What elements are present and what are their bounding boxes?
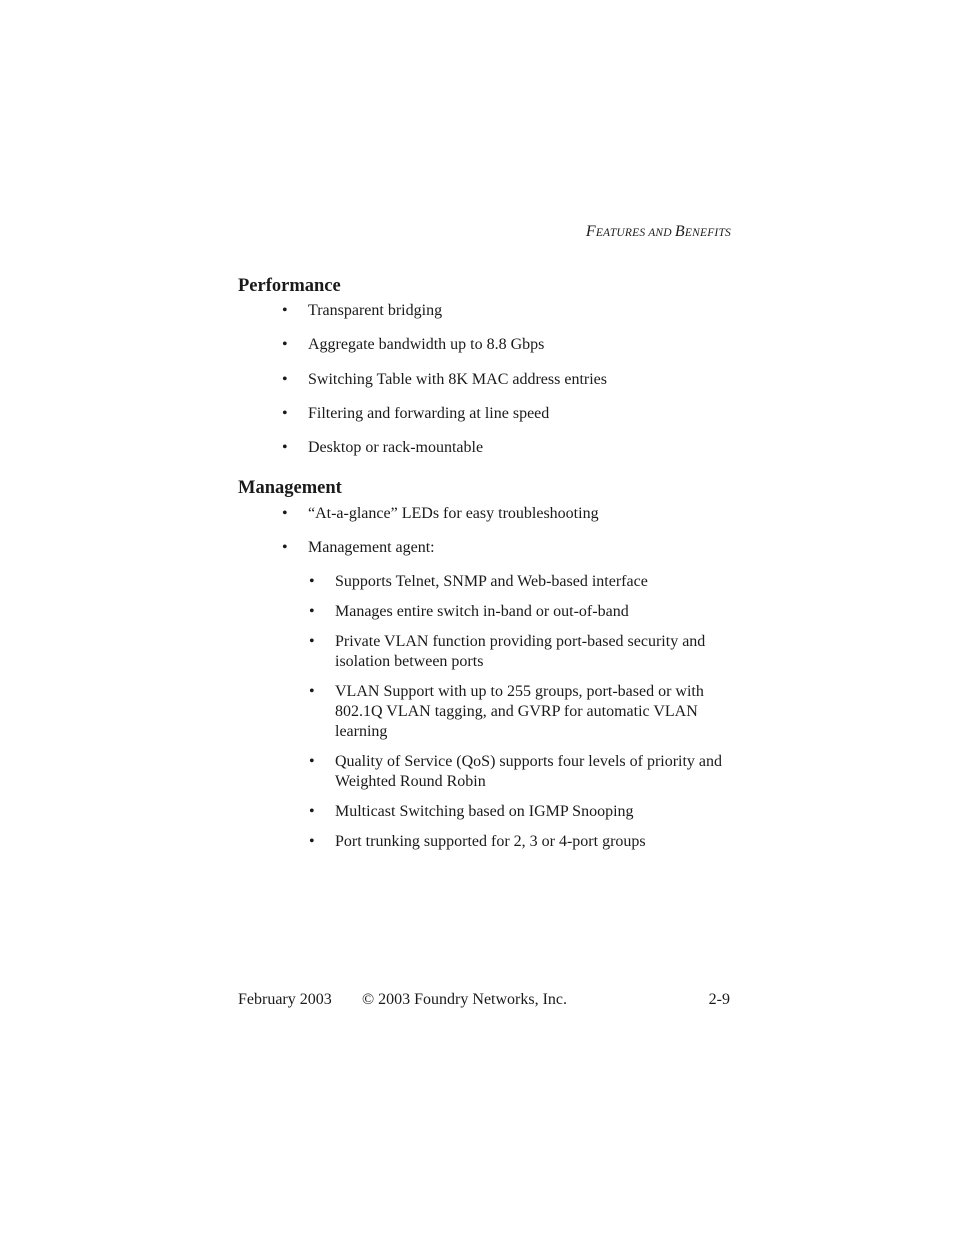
list-item-text: Transparent bridging [308,302,443,319]
bullet: • [282,302,288,319]
running-header [586,223,731,241]
sublist-item-text: Manages entire switch in-band or out-of-band [335,603,629,620]
sublist-item [309,802,729,822]
bullet: • [309,803,315,820]
list-item [282,437,607,471]
sublist-item [309,602,729,622]
sublist-item-text: Supports Telnet, SNMP and Web-based interface [335,573,648,590]
list-item-text: Switching Table with 8K MAC address entries [308,370,607,388]
management-heading: Management [238,478,342,498]
header-rest-2: ENEFITS [684,227,731,239]
list-item-text: Management agent: [308,539,435,557]
bullet: • [282,370,288,388]
bullet: • [309,833,315,850]
sublist-item-text: Port trunking supported for 2, 3 or 4-port groups [335,833,646,850]
bullet: • [282,336,288,354]
header-cap-f: F [585,223,596,240]
list-item [282,537,599,571]
sublist-item-text: VLAN Support with up to 255 groups, port-based or with 802.1Q VLAN tagging, and GVRP for automatic VLAN learning [335,683,704,740]
bullet: • [309,603,315,620]
sublist-item [309,572,729,592]
sublist-item-text: Private VLAN function providing port-based security and isolation between ports [335,633,706,670]
bullet: • [309,683,315,700]
sublist-item-text: Multicast Switching based on IGMP Snooping [335,803,634,820]
bullet: • [309,633,315,650]
footer-copyright: © 2003 Foundry Networks, Inc. [362,991,568,1008]
sublist-item-text: Quality of Service (QoS) supports four levels of priority and Weighted Round Robin [335,753,723,790]
sublist-item [309,832,729,852]
header-cap-b: B [674,223,685,240]
list-item-text: Aggregate bandwidth up to 8.8 Gbps [308,336,545,354]
bullet: • [282,539,288,557]
list-item [282,503,599,537]
sublist-item [309,682,729,742]
bullet: • [282,404,288,422]
management-agent-sublist [309,572,729,862]
management-list [282,503,599,572]
list-item [282,403,607,437]
header-rest-1: EATURES AND [595,227,675,239]
bullet: • [309,573,315,590]
bullet: • [282,439,288,457]
sublist-item [309,752,729,792]
list-item [282,300,607,334]
list-item [282,334,607,368]
bullet: • [282,505,288,522]
sublist-item [309,632,729,672]
performance-list [282,300,607,471]
bullet: • [309,753,315,770]
list-item-text: “At-a-glance” LEDs for easy troubleshooting [308,505,599,522]
performance-heading: Performance [238,276,341,296]
list-item-text: Desktop or rack-mountable [308,439,484,457]
footer-date: February 2003 [238,991,332,1008]
page-number: 2-9 [708,991,730,1008]
list-item-text: Filtering and forwarding at line speed [308,404,550,422]
list-item [282,369,607,403]
